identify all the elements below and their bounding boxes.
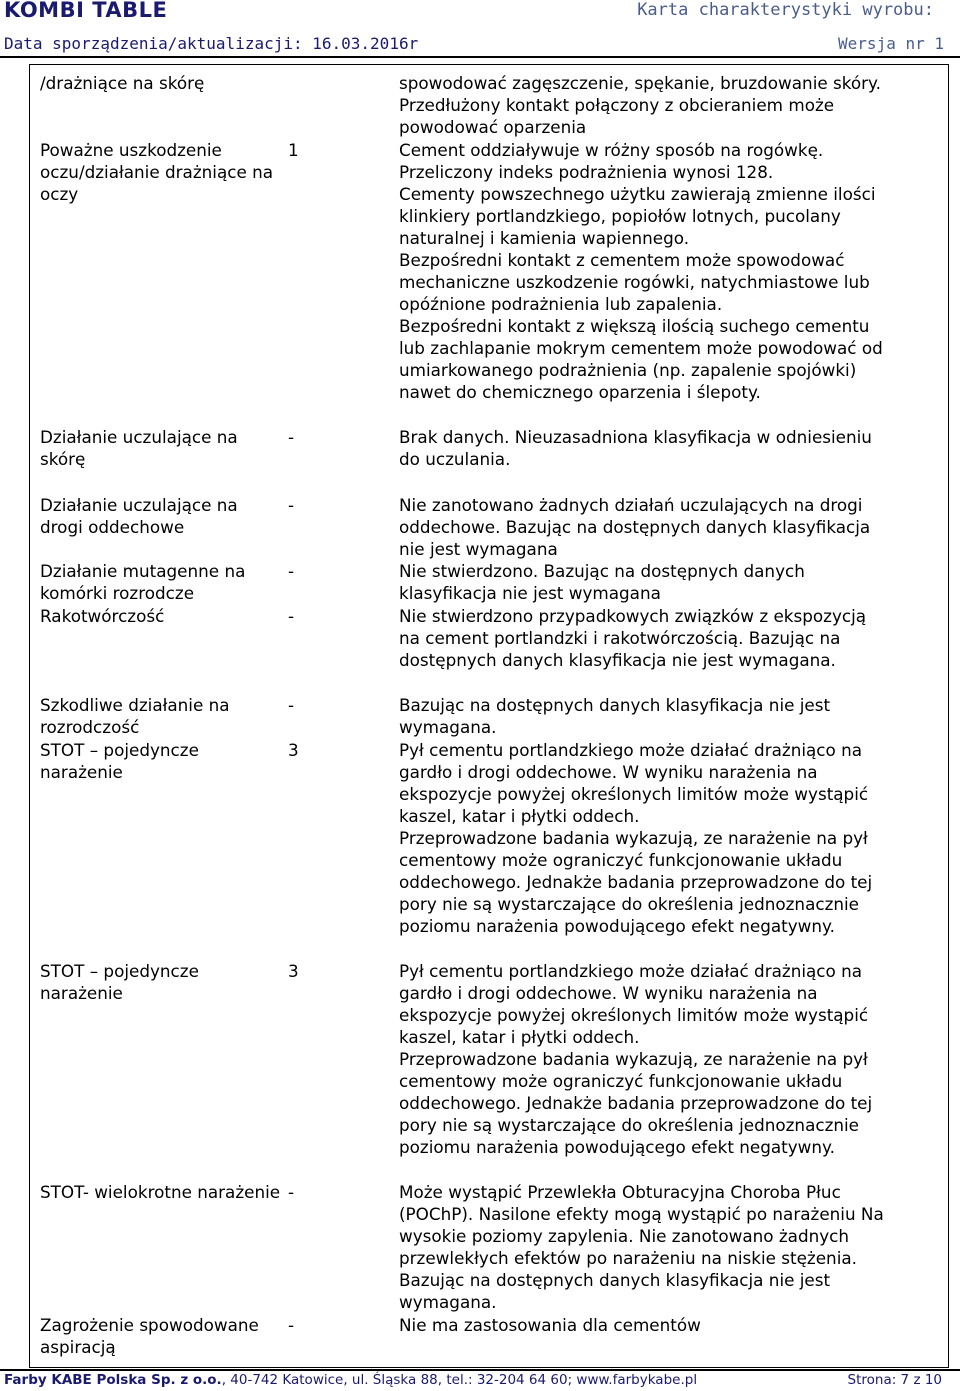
row-category: - [288, 561, 295, 581]
description-paragraph: Cementy powszechnego użytku zawierają zmienne ilości klinkiery portlandzkiego, popiołów lotnych, pucolany naturalnej i kamienia wapiennego. [399, 184, 876, 248]
description-paragraph: Może wystąpić Przewlekła Obturacyjna Choroba Płuc (POChP). Nasilone efekty mogą wystąpić po narażeniu Na wysokie poziomy zapylenia. Nie zanotowano żadnych przewlekłych efektów po narażeniu na niskie stężenia. Bazując na dostępnych danych klasyfikacja nie jest wymagana. [399, 1182, 884, 1312]
row-label: Działanie mutagenne na komórki rozrodcze [40, 561, 246, 603]
description-paragraph: Pył cementu portlandzkiego może działać drażniąco na gardło i drogi oddechowe. W wyniku narażenia na ekspozycje powyżej określonych limitów może wystąpić kaszel, katar i płytki oddech. [399, 961, 869, 1047]
description-paragraph: Nie stwierdzono. Bazując na dostępnych danych klasyfikacja nie jest wymagana [399, 561, 805, 603]
footer-divider [0, 1369, 960, 1371]
product-title: KOMBI TABLE [4, 0, 168, 22]
row-label: /drażniące na skórę [40, 73, 205, 93]
row-description [399, 72, 889, 138]
row-label: Rakotwórczość [40, 606, 165, 626]
row-category: 3 [288, 961, 299, 981]
row-label: Działanie uczulające na skórę [40, 427, 238, 469]
row-label: Poważne uszkodzenie oczu/działanie drażniące na oczy [40, 140, 274, 204]
document-type: Karta charakterystyki wyrobu: [637, 0, 934, 20]
description-paragraph: Brak danych. Nieuzasadniona klasyfikacja w odniesieniu do uczulania. [399, 427, 872, 469]
row-label: Zagrożenie spowodowane aspiracją [40, 1315, 259, 1357]
description-paragraph: Bezpośredni kontakt z większą ilością suchego cementu lub zachlapanie mokrym cementem może powodować od umiarkowanego podrażnienia (np. zapalenie spojówki) nawet do chemicznego oparzenia i ślepoty. [399, 316, 883, 402]
row-description [399, 1314, 889, 1336]
row-description [399, 960, 889, 1158]
row-label: STOT – pojedyncze narażenie [40, 961, 199, 1003]
description-paragraph: Nie stwierdzono przypadkowych związków z ekspozycją na cement portlandzki i rakotwórczością. Bazując na dostępnych danych klasyfikacja nie jest wymagana. [399, 606, 867, 670]
row-category: - [288, 1315, 295, 1335]
description-paragraph: Cement oddziaływuje w różny sposób na rogówkę. [399, 140, 824, 160]
description-paragraph: Przeprowadzone badania wykazują, ze narażenie na pył cementowy może ograniczyć funkcjonowanie układu oddechowego. Jednakże badania przeprowadzone do tej pory nie są wystarczające do określenia jednoznacznie poziomu narażenia powodującego efekt negatywny. [399, 828, 873, 936]
description-paragraph: Przeliczony indeks podrażnienia wynosi 128. [399, 162, 774, 182]
row-category: 3 [288, 740, 299, 760]
description-paragraph: Bazując na dostępnych danych klasyfikacja nie jest wymagana. [399, 695, 831, 737]
row-description [399, 494, 889, 560]
row-description [399, 139, 889, 403]
date-line: Data sporządzenia/aktualizacji: 16.03.2016r [4, 34, 419, 53]
row-label: STOT- wielokrotne narażenie [40, 1182, 281, 1202]
row-description [399, 605, 889, 671]
page-number: Strona: 7 z 10 [847, 1372, 942, 1388]
description-paragraph: spowodować zagęszczenie, spękanie, bruzdowanie skóry. Przedłużony kontakt połączony z obcieraniem może powodować oparzenia [399, 73, 881, 137]
row-description [399, 1181, 889, 1313]
header-divider [0, 56, 960, 58]
description-paragraph: Nie ma zastosowania dla cementów [399, 1315, 701, 1335]
row-description [399, 560, 889, 604]
row-label: Szkodliwe działanie na rozrodczość [40, 695, 230, 737]
description-paragraph: Nie zanotowano żadnych działań uczulających na drogi oddechowe. Bazując na dostępnych danych klasyfikacja nie jest wymagana [399, 495, 871, 559]
row-category: - [288, 495, 295, 515]
row-description [399, 739, 889, 937]
row-description [399, 694, 889, 738]
row-category: - [288, 606, 295, 626]
row-label: STOT – pojedyncze narażenie [40, 740, 199, 782]
row-category: - [288, 1182, 295, 1202]
company-address: , 40-742 Katowice, ul. Śląska 88, tel.: 32-204 64 60; www.farbykabe.pl [221, 1372, 698, 1388]
row-category: - [288, 427, 295, 447]
row-category: - [288, 695, 295, 715]
row-label: Działanie uczulające na drogi oddechowe [40, 495, 238, 537]
row-description [399, 426, 889, 470]
version-label: Wersja nr 1 [838, 34, 944, 53]
description-paragraph: Przeprowadzone badania wykazują, ze narażenie na pył cementowy może ograniczyć funkcjonowanie układu oddechowego. Jednakże badania przeprowadzone do tej pory nie są wystarczające do określenia jednoznacznie poziomu narażenia powodującego efekt negatywny. [399, 1049, 873, 1157]
company-name: Farby KABE Polska Sp. z o.o. [4, 1372, 222, 1388]
description-paragraph: Bezpośredni kontakt z cementem może spowodować mechaniczne uszkodzenie rogówki, natychmiastowe lub opóźnione podrażnienia lub zapalenia. [399, 250, 870, 314]
row-category: 1 [288, 140, 299, 160]
description-paragraph: Pył cementu portlandzkiego może działać drażniąco na gardło i drogi oddechowe. W wyniku narażenia na ekspozycje powyżej określonych limitów może wystąpić kaszel, katar i płytki oddech. [399, 740, 869, 826]
footer-company-info [4, 1372, 697, 1388]
